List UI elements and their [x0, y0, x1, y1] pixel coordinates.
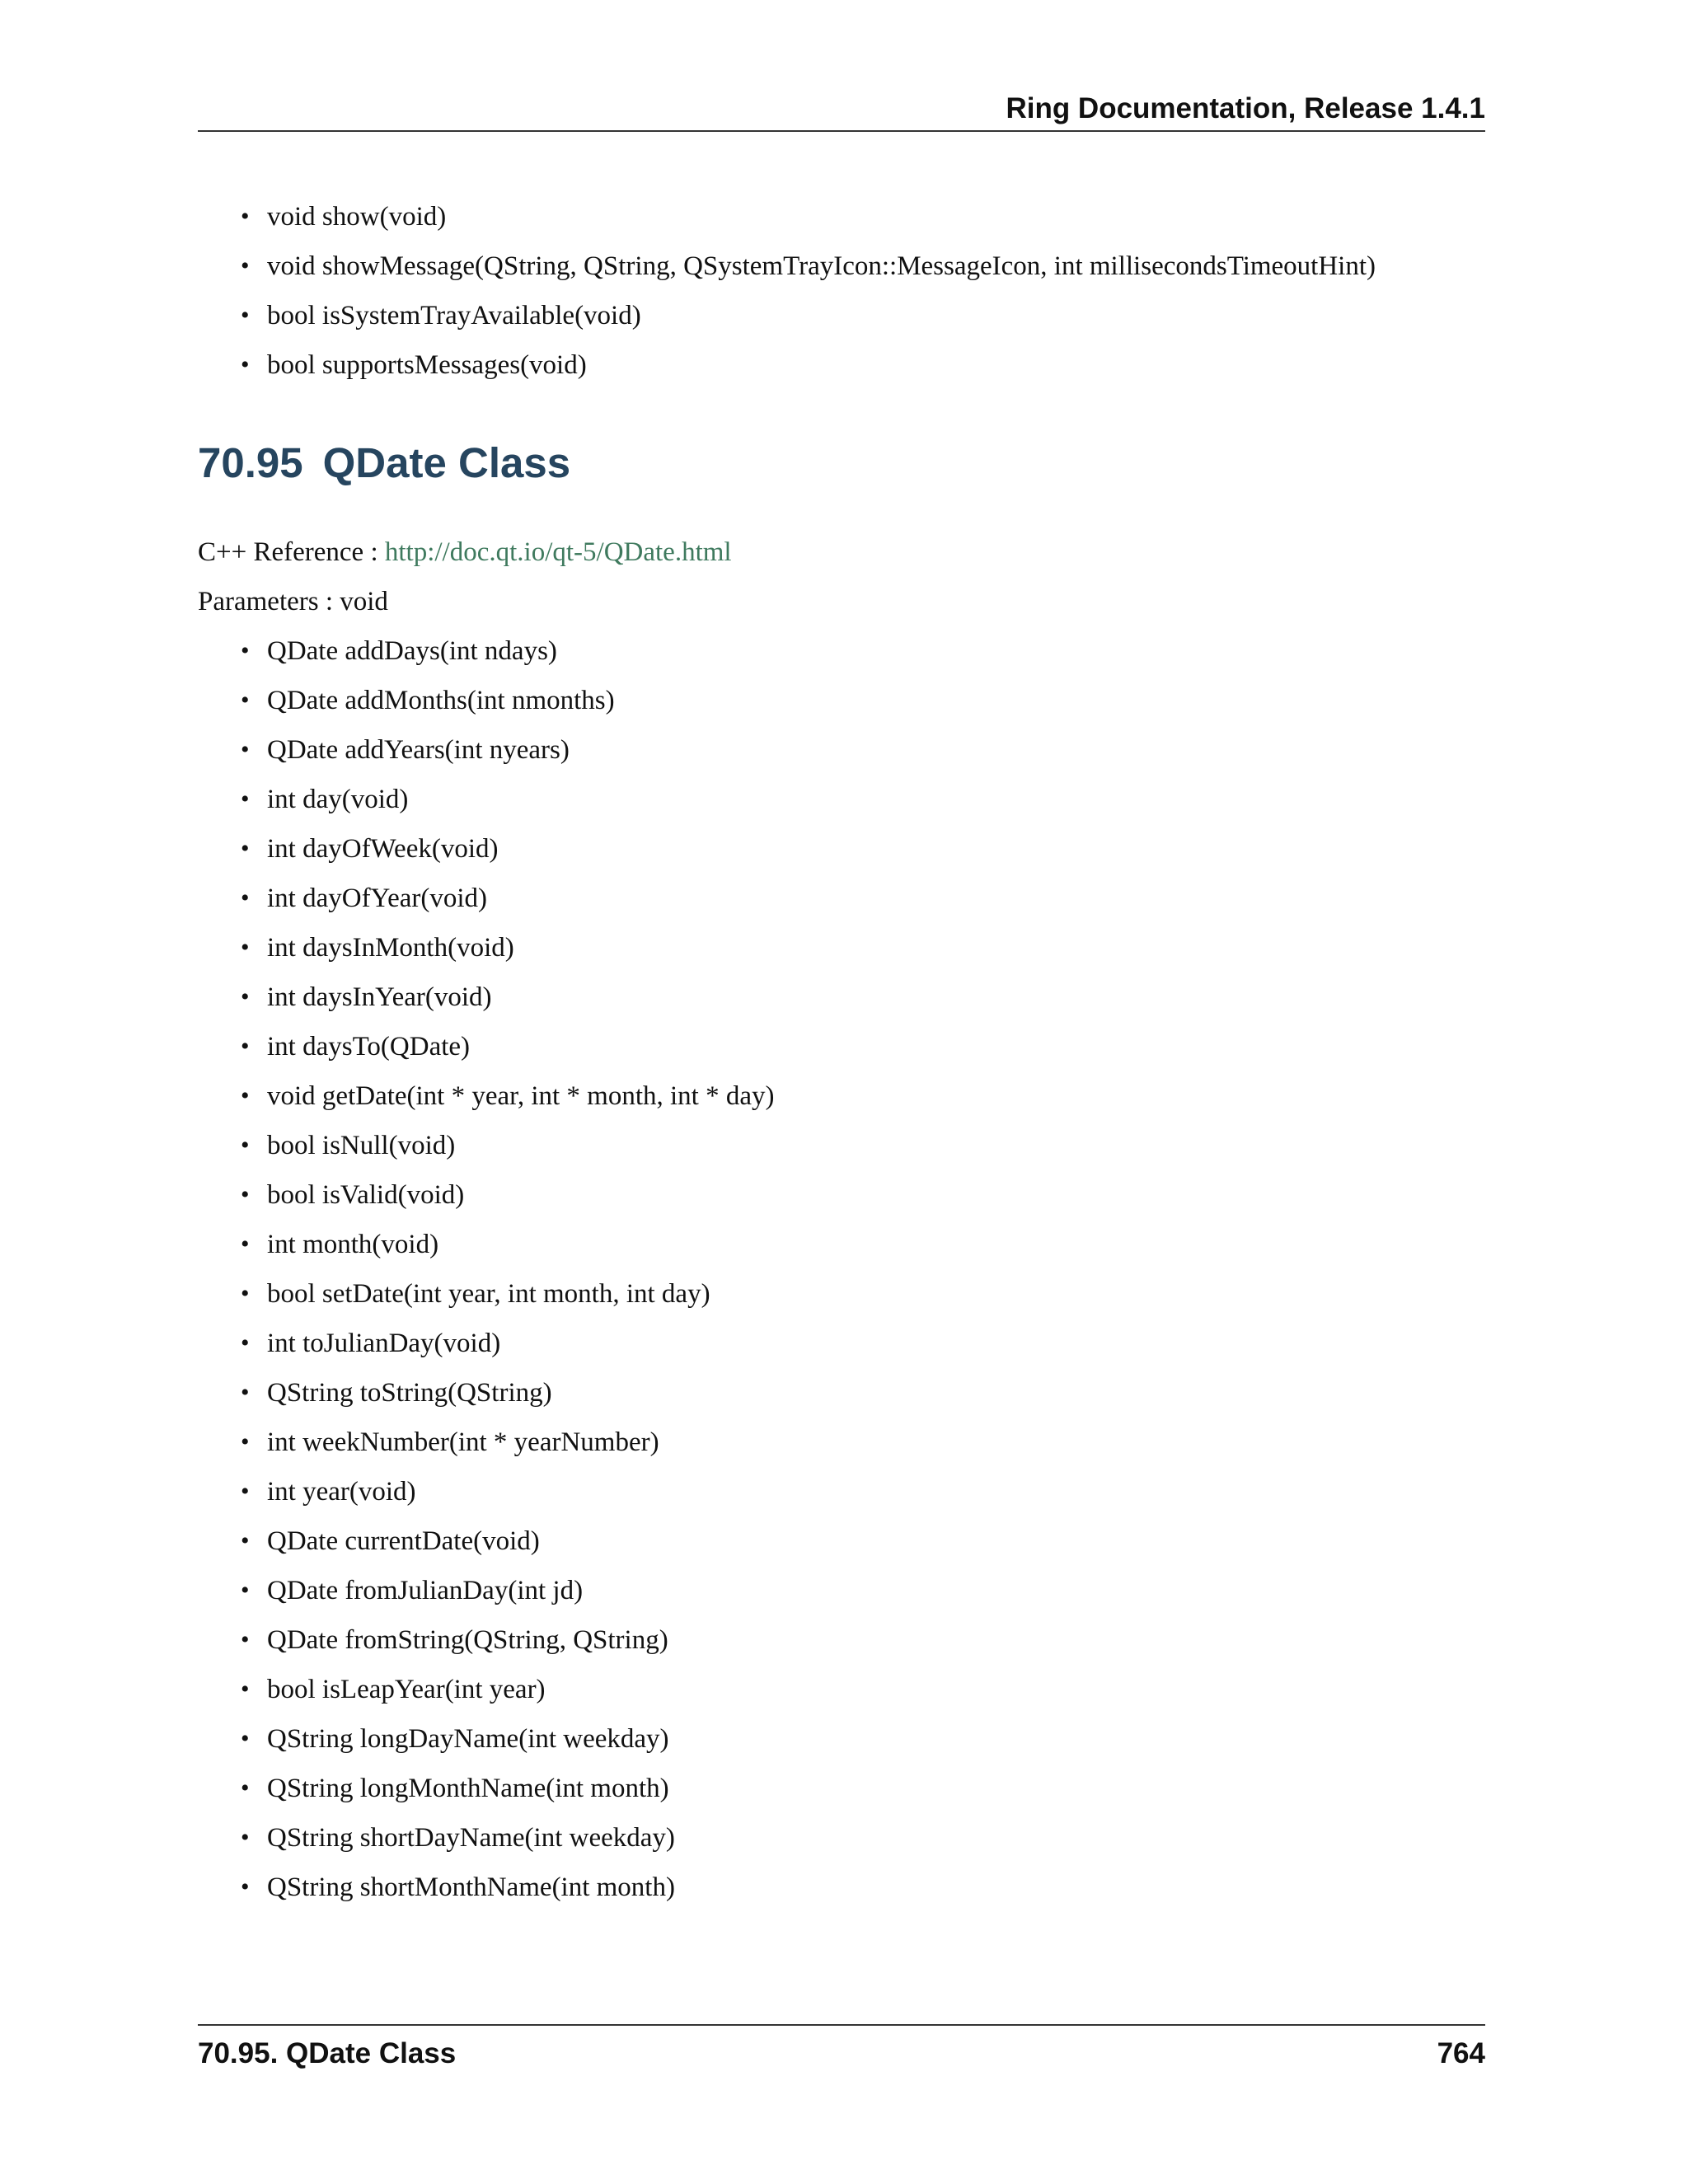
list-item: • int toJulianDay(void): [241, 1319, 774, 1368]
list-item: • QString shortMonthName(int month): [241, 1863, 774, 1912]
page-header: [198, 92, 1485, 132]
list-item: • bool isValid(void): [241, 1170, 774, 1220]
list-item: • QDate addDays(int ndays): [241, 626, 774, 676]
list-item: • int daysInMonth(void): [241, 923, 774, 972]
list-item: • void getDate(int * year, int * month, int * day): [241, 1071, 774, 1121]
list-item: • int day(void): [241, 775, 774, 824]
list-item: • bool supportsMessages(void): [241, 340, 1376, 390]
list-item: • int year(void): [241, 1467, 774, 1516]
reference-link[interactable]: http://doc.qt.io/qt-5/QDate.html: [384, 537, 732, 567]
list-item: • QDate fromString(QString, QString): [241, 1615, 774, 1665]
list-item: • int dayOfYear(void): [241, 874, 774, 923]
cpp-reference-line: [198, 527, 732, 577]
list-item: • void showMessage(QString, QString, QSystemTrayIcon::MessageIcon, int millisecondsTimeoutHint): [241, 241, 1376, 291]
list-item: • QDate addYears(int nyears): [241, 725, 774, 775]
section-heading: [198, 438, 570, 488]
page-footer: [198, 2024, 1485, 2075]
list-item: • void show(void): [241, 192, 1376, 241]
list-item: • QString longDayName(int weekday): [241, 1714, 774, 1764]
footer-section-title: 70.95. QDate Class: [198, 2037, 457, 2069]
list-item: • bool isNull(void): [241, 1121, 774, 1170]
section-number: 70.95: [198, 439, 303, 486]
list-item: • QDate addMonths(int nmonths): [241, 676, 774, 725]
list-item: • int month(void): [241, 1220, 774, 1269]
list-item: • QDate currentDate(void): [241, 1516, 774, 1566]
list-item: • QString longMonthName(int month): [241, 1764, 774, 1813]
parameters-line: Parameters : void: [198, 587, 388, 616]
list-item: • int weekNumber(int * yearNumber): [241, 1418, 774, 1467]
list-item: • int daysTo(QDate): [241, 1022, 774, 1071]
header-title: Ring Documentation, Release 1.4.1: [1006, 92, 1485, 124]
list-item: • QDate fromJulianDay(int jd): [241, 1566, 774, 1615]
list-item: • bool isSystemTrayAvailable(void): [241, 291, 1376, 340]
list-item: • int dayOfWeek(void): [241, 824, 774, 874]
page-number: 764: [1437, 2037, 1485, 2069]
list-item: • bool isLeapYear(int year): [241, 1665, 774, 1714]
list-item: • QString shortDayName(int weekday): [241, 1813, 774, 1863]
list-item: • bool setDate(int year, int month, int day): [241, 1269, 774, 1319]
section-title: QDate Class: [322, 439, 571, 486]
list-item: • int daysInYear(void): [241, 972, 774, 1022]
qdate-methods-list: [241, 626, 774, 1912]
reference-label: C++ Reference :: [198, 537, 385, 567]
list-item: • QString toString(QString): [241, 1368, 774, 1418]
systemtray-methods-list: [241, 192, 1376, 390]
